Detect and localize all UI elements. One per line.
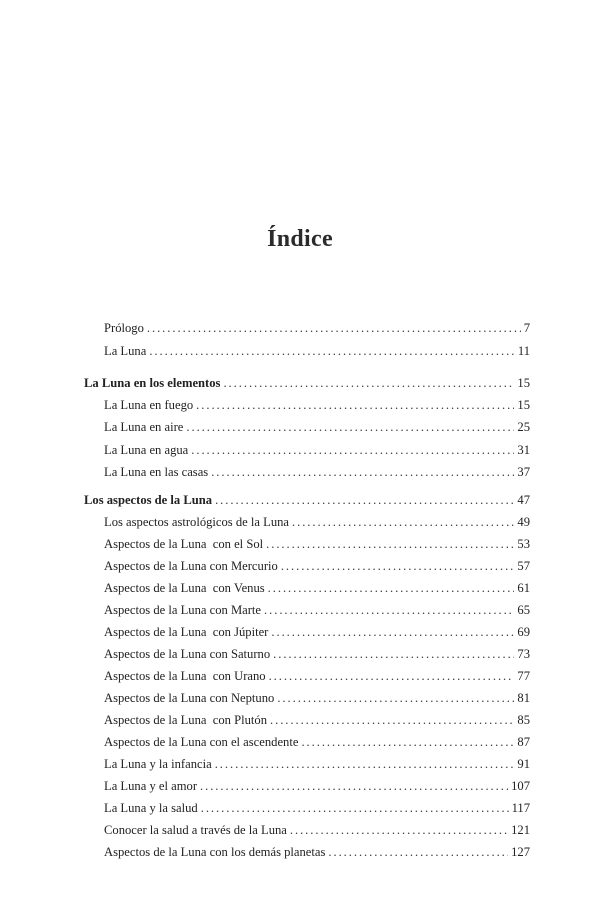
toc-entry: [104, 820, 530, 840]
toc-entry: [104, 644, 530, 664]
toc-leader-dots: [200, 776, 508, 796]
toc-page-number: 77: [517, 669, 530, 683]
toc-entry-label: Los aspectos astrológicos de la Luna: [104, 515, 290, 529]
toc-page-number: 69: [517, 625, 530, 639]
toc-entry: [104, 754, 530, 774]
toc-entry-label: La Luna: [104, 344, 147, 358]
toc-page-number: 91: [517, 757, 530, 771]
toc-entry: [104, 776, 530, 796]
toc-leader-dots: [223, 373, 514, 393]
toc-leader-dots: [211, 462, 514, 482]
page-title: Índice: [267, 226, 333, 252]
toc-entry: [104, 798, 530, 818]
toc-entry-label: Prólogo: [104, 321, 144, 335]
toc-entry-label: Los aspectos de la Luna: [84, 493, 213, 507]
toc-entry-label: Aspectos de la Luna con Marte: [104, 603, 262, 617]
toc-section-entry: [84, 490, 530, 510]
toc-entry-label: La Luna y la infancia: [104, 757, 212, 771]
toc-entry-label: Aspectos de la Luna con el Sol: [104, 537, 264, 551]
toc-entry-label: La Luna en fuego: [104, 398, 194, 412]
toc-leader-dots: [196, 395, 514, 415]
toc-entry-label: Aspectos de la Luna con los demás planetas: [104, 845, 326, 859]
toc-leader-dots: [271, 622, 514, 642]
toc-entry: [104, 600, 530, 620]
toc-page-number: 25: [517, 420, 530, 434]
toc-entry: [104, 440, 530, 460]
toc-entry-label: Aspectos de la Luna con el ascendente: [104, 735, 299, 749]
toc-entry: [104, 578, 530, 598]
toc-leader-dots: [264, 600, 514, 620]
toc-entry: [104, 395, 530, 415]
toc-leader-dots: [215, 754, 515, 774]
toc-leader-dots: [292, 512, 514, 532]
toc-entry-label: La Luna y la salud: [104, 801, 198, 815]
toc-leader-dots: [290, 820, 508, 840]
toc-leader-dots: [147, 318, 521, 338]
toc-entry-label: Conocer la salud a través de la Luna: [104, 823, 287, 837]
toc-leader-dots: [301, 732, 514, 752]
toc-entry: [104, 622, 530, 642]
toc-page-number: 61: [517, 581, 530, 595]
toc-page-number: 53: [517, 537, 530, 551]
toc-page-number: 85: [517, 713, 530, 727]
toc-page-number: 57: [517, 559, 530, 573]
toc-leader-dots: [191, 440, 514, 460]
toc-leader-dots: [273, 644, 514, 664]
toc-page-number: 31: [517, 443, 530, 457]
toc-entry: [104, 462, 530, 482]
toc-page-number: 87: [517, 735, 530, 749]
toc-entry: [104, 556, 530, 576]
toc-entry-label: Aspectos de la Luna con Neptuno: [104, 691, 275, 705]
toc-leader-dots: [201, 798, 509, 818]
toc-page-number: 7: [523, 321, 530, 335]
toc-entry: [104, 417, 530, 437]
toc-page-number: 49: [517, 515, 530, 529]
toc-entry: [104, 842, 530, 862]
toc-entry-label: Aspectos de la Luna con Venus: [104, 581, 265, 595]
toc-leader-dots: [149, 341, 515, 361]
toc-page-number: 117: [511, 801, 530, 815]
toc-entry: [104, 318, 530, 338]
toc-leader-dots: [266, 534, 514, 554]
toc-leader-dots: [215, 490, 514, 510]
toc-page-number: 121: [511, 823, 530, 837]
toc-leader-dots: [270, 710, 514, 730]
toc-page-number: 47: [517, 493, 530, 507]
toc-entry-label: La Luna en aire: [104, 420, 184, 434]
toc-page-number: 107: [511, 779, 530, 793]
toc-page-number: 65: [517, 603, 530, 617]
toc-page-number: 81: [517, 691, 530, 705]
toc-entry-label: Aspectos de la Luna con Urano: [104, 669, 266, 683]
toc-leader-dots: [269, 666, 515, 686]
toc-section-entry: [84, 373, 530, 393]
toc-leader-dots: [268, 578, 515, 598]
toc-entry-label: Aspectos de la Luna con Mercurio: [104, 559, 278, 573]
toc-entry: [104, 732, 530, 752]
toc-entry: [104, 666, 530, 686]
toc-leader-dots: [186, 417, 514, 437]
toc-entry-label: Aspectos de la Luna con Plutón: [104, 713, 267, 727]
toc-page-number: 127: [511, 845, 530, 859]
toc-entry-label: La Luna en las casas: [104, 465, 209, 479]
toc-entry-label: La Luna en los elementos: [84, 376, 221, 390]
toc-page-number: 15: [517, 398, 530, 412]
toc-entry: [104, 512, 530, 532]
toc-entry-label: La Luna en agua: [104, 443, 189, 457]
toc-entry: [104, 534, 530, 554]
toc-entry-label: La Luna y el amor: [104, 779, 198, 793]
toc-leader-dots: [281, 556, 515, 576]
toc-entry-label: Aspectos de la Luna con Saturno: [104, 647, 271, 661]
toc-leader-dots: [328, 842, 508, 862]
toc-page-number: 73: [517, 647, 530, 661]
toc-page-number: 37: [517, 465, 530, 479]
toc-entry-label: Aspectos de la Luna con Júpiter: [104, 625, 269, 639]
toc-page-number: 11: [517, 344, 530, 358]
toc-page-number: 15: [517, 376, 530, 390]
toc-entry: [104, 688, 530, 708]
toc-entry: [104, 341, 530, 361]
toc-entry: [104, 710, 530, 730]
toc-leader-dots: [277, 688, 514, 708]
